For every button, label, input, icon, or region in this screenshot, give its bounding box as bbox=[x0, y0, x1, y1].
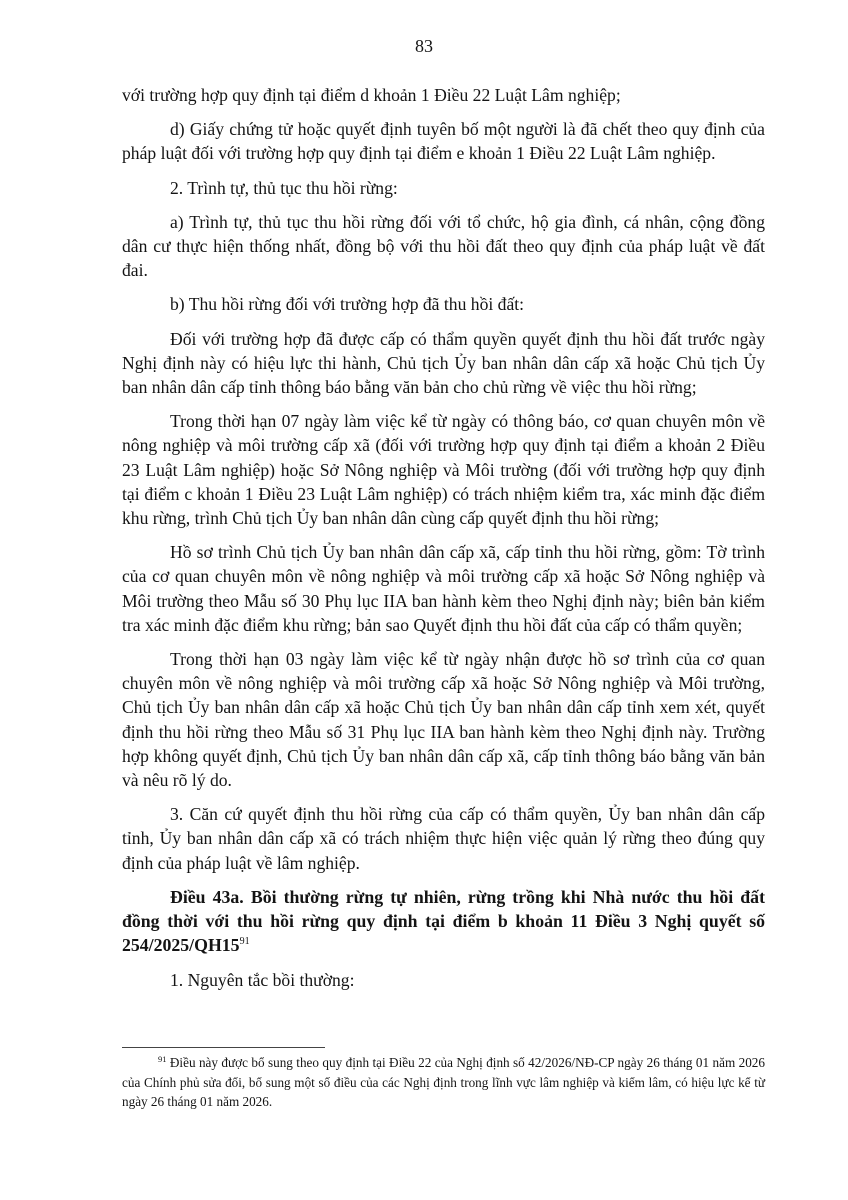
paragraph-clause-2b: b) Thu hồi rừng đối với trường hợp đã thu hồi đất: bbox=[170, 294, 525, 315]
article-heading bbox=[122, 885, 765, 958]
paragraph-point-d: d) Giấy chứng tử hoặc quyết định tuyên bố một người là đã chết theo quy định của pháp luật đối với trường hợp quy định tại điểm e khoản 1 Điều 22 Luật Lâm nghiệp. bbox=[122, 119, 765, 164]
page-number: 83 bbox=[415, 36, 433, 56]
paragraph-continuation: với trường hợp quy định tại điểm d khoản 1 Điều 22 Luật Lâm nghiệp; bbox=[122, 85, 621, 105]
paragraph-article-clause-1: 1. Nguyên tắc bồi thường: bbox=[170, 969, 355, 990]
paragraph-clause-2b-inspection: Trong thời hạn 07 ngày làm việc kể từ ngày có thông báo, cơ quan chuyên môn về nông nghiệp và môi trường cấp xã (đối với trường hợp quy định tại điểm a khoản 2 Điều 23 Luật Lâm nghiệp) hoặc Sở Nông nghiệp và Môi trường (đối với trường hợp quy định tại điểm c khoản 1 Điều 23 Luật Lâm nghiệp) có trách nhiệm kiểm tra, xác minh đặc điểm khu rừng, trình Chủ tịch Ủy ban nhân dân cùng cấp quyết định thu hồi rừng; bbox=[122, 411, 765, 529]
document-body bbox=[122, 83, 765, 1002]
footnote bbox=[122, 1053, 765, 1112]
article-heading-text: Điều 43a. Bồi thường rừng tự nhiên, rừng trồng khi Nhà nước thu hồi đất đồng thời với thu hồi rừng quy định tại điểm b khoản 11 Điều 3 Nghị quyết số 254/2025/QH15 bbox=[122, 886, 765, 956]
paragraph-clause-2b-notice: Đối với trường hợp đã được cấp có thẩm quyền quyết định thu hồi đất trước ngày Nghị định này có hiệu lực thi hành, Chủ tịch Ủy ban nhân dân cấp xã hoặc Chủ tịch Ủy ban nhân dân cấp tỉnh thông báo bằng văn bản cho chủ rừng về việc thu hồi rừng; bbox=[122, 328, 765, 398]
paragraph-clause-2b-dossier: Hồ sơ trình Chủ tịch Ủy ban nhân dân cấp xã, cấp tỉnh thu hồi rừng, gồm: Tờ trình của cơ quan chuyên môn về nông nghiệp và môi trường cấp xã hoặc Sở Nông nghiệp và Môi trường theo Mẫu số 30 Phụ lục IIA ban hành kèm theo Nghị định này; biên bản kiểm tra xác minh đặc điểm khu rừng; bản sao Quyết định thu hồi đất của cấp có thẩm quyền; bbox=[122, 542, 765, 635]
paragraph-clause-3: 3. Căn cứ quyết định thu hồi rừng của cấp có thẩm quyền, Ủy ban nhân dân cấp tỉnh, Ủy ban nhân dân cấp xã có trách nhiệm thực hiện việc quản lý rừng theo đúng quy định của pháp luật về lâm nghiệp. bbox=[122, 804, 765, 873]
footnote-text: Điều này được bổ sung theo quy định tại Điều 22 của Nghị định số 42/2026/NĐ-CP ngày 26 tháng 01 năm 2026 của Chính phủ sửa đổi, bổ sung một số điều của các Nghị định trong lĩnh vực lâm nghiệp và kiểm lâm, có hiệu lực kể từ ngày 26 tháng 01 năm 2026. bbox=[122, 1055, 765, 1109]
paragraph-clause-2: 2. Trình tự, thủ tục thu hồi rừng: bbox=[170, 177, 398, 198]
footnote-reference[interactable]: 91 bbox=[239, 936, 250, 948]
paragraph-clause-2a: a) Trình tự, thủ tục thu hồi rừng đối với tổ chức, hộ gia đình, cá nhân, cộng đồng dân cư thực hiện thống nhất, đồng bộ với thu hồi đất theo quy định của pháp luật về đất đai. bbox=[122, 211, 765, 281]
paragraph-clause-2b-decision: Trong thời hạn 03 ngày làm việc kể từ ngày nhận được hồ sơ trình của cơ quan chuyên môn về nông nghiệp và môi trường cấp xã hoặc Sở Nông nghiệp và Môi trường, Chủ tịch Ủy ban nhân dân cấp xã hoặc Chủ tịch Ủy ban nhân dân cấp tỉnh xem xét, quyết định thu hồi rừng theo Mẫu số 31 Phụ lục IIA ban hành kèm theo Nghị định này. Trường hợp không quyết định, Chủ tịch Ủy ban nhân dân cấp xã, cấp tỉnh thông báo bằng văn bản và nêu rõ lý do. bbox=[122, 649, 765, 791]
footnote-marker: 91 bbox=[158, 1054, 167, 1064]
footnote-separator bbox=[122, 1047, 325, 1048]
